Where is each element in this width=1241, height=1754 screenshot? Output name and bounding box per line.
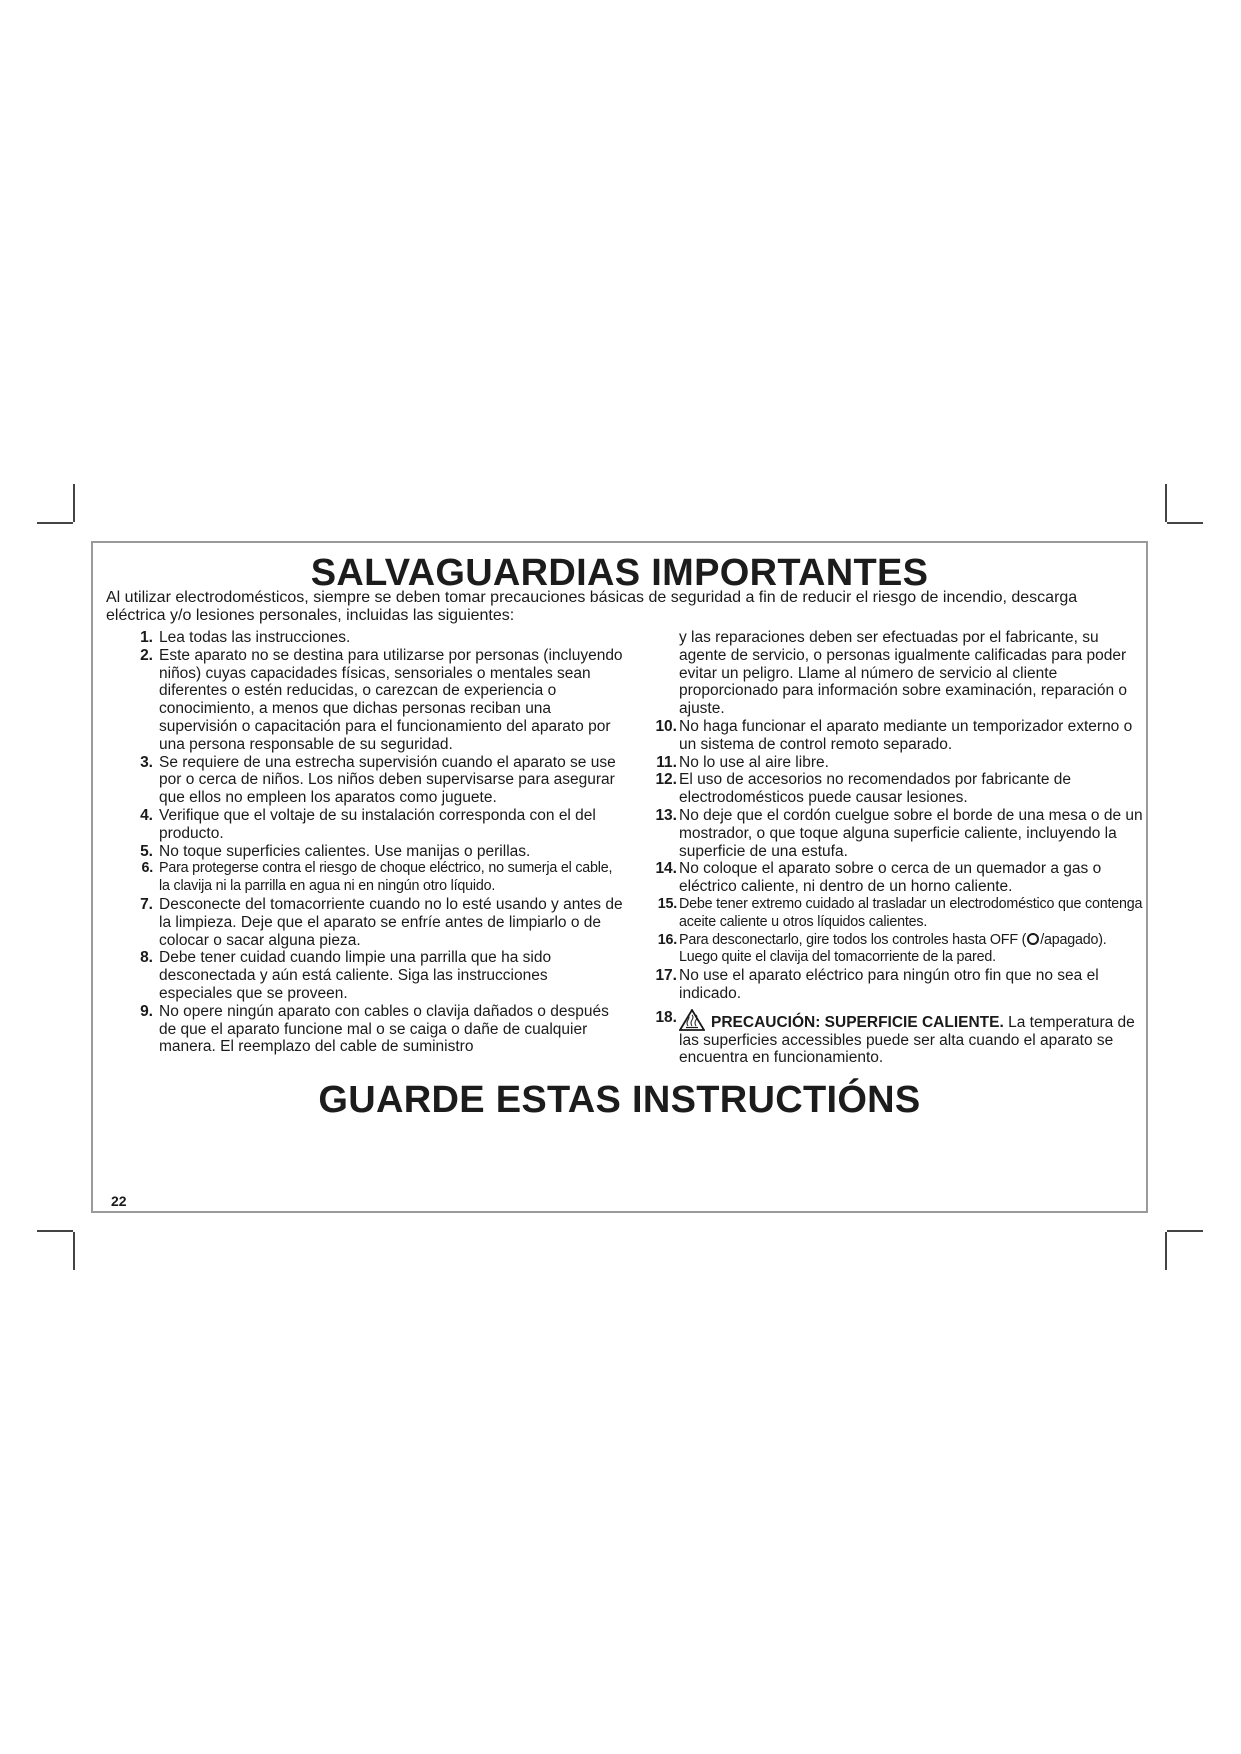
document-page [91, 541, 1148, 1213]
crop-mark [1167, 1230, 1203, 1232]
intro-paragraph: Al utilizar electrodomésticos, siempre se deben tomar precauciones básicas de seguridad a fin de reducir el riesgo de incendio, descarga eléctrica y/o lesiones personales, incluidas las siguientes: [106, 589, 1078, 624]
list-item: 4. Verifique que el voltaje de su instalación corresponda con el del producto. [140, 806, 596, 842]
crop-mark [1165, 484, 1167, 522]
list-item: 10. No haga funcionar el aparato mediante un temporizador externo o un sistema de control remoto separado. [655, 717, 1133, 753]
list-item: 5. No toque superficies calientes. Use manijas o perillas. [140, 842, 531, 860]
right-column [653, 629, 1143, 1067]
hot-surface-warning-icon [679, 1009, 705, 1031]
list-item: 12. El uso de accesorios no recomendados por fabricante de electrodomésticos puede causar lesiones. [655, 771, 1072, 807]
left-column [133, 629, 623, 1056]
list-item: 7. Desconecte del tomacorriente cuando no lo esté usando y antes de la limpieza. Deje que el aparato se enfríe antes de limpiarlo o de colocar o sacar alguna pieza. [140, 895, 623, 949]
list-item: 17. No use el aparato eléctrico para ningún otro fin que no sea el indicado. [655, 967, 1099, 1002]
list-item: 8. Debe tener cuidad cuando limpie una parrilla que ha sido desconectada y aún está caliente. Siga las instrucciones especiales que se proveen. [140, 949, 552, 1002]
list-item: 1. Lea todas las instrucciones. [140, 629, 351, 646]
crop-mark [1165, 1232, 1167, 1270]
list-item: 2. Este aparato no se destina para utilizarse por personas (incluyendo niños) cuyas capacidades físicas, sensoriales o mentales sean diferentes o estén reducidas, o carezcan de experiencia o conocimiento, a menos que dichas personas reciban una supervisión o capacitación para el funcionamiento del aparato por una persona responsable de su seguridad. [140, 646, 623, 753]
list-item-continuation: y las reparaciones deben ser efectuadas por el fabricante, su agente de servicio, o personas igualmente calificadas para poder evitar un peligro. Llame al número de servicio al cliente proporcionado para información sobre examinación, reparación o ajuste. [679, 629, 1128, 718]
list-item: 11. No lo use al aire libre. [656, 753, 829, 771]
crop-mark [37, 522, 73, 524]
list-item: 15. Debe tener extremo cuidado al trasladar un electrodoméstico que contenga aceite caliente u otros líquidos calientes. [657, 895, 1143, 930]
footer-title: GUARDE ESTAS INSTRUCTIÓNS [318, 1079, 921, 1121]
crop-mark [1167, 522, 1203, 524]
list-item: 16. Para desconectarlo, gire todos los controles hasta OFF ( /apagado). Luego quite el clavija del tomacorriente de la pared. [657, 931, 1107, 966]
list-item: 13. No deje que el cordón cuelgue sobre el borde de una mesa o de un mostrador, o que toque alguna superficie caliente, incluyendo la superficie de una estufa. [655, 806, 1143, 860]
list-item: 18. PRECAUCIÓN: SUPERFICIE CALIENTE. La temperatura de las superficies accessibles puede ser alta cuando el aparato se encuentra en funcionamiento. [655, 1008, 1135, 1067]
crop-mark [37, 1230, 73, 1232]
crop-mark [73, 484, 75, 522]
list-item: 6. Para protegerse contra el riesgo de choque eléctrico, no sumerja el cable, la clavija ni la parrilla en agua ni en ningún otro líquido. [141, 860, 613, 895]
list-item: 9. No opere ningún aparato con cables o clavija dañados o después de que el aparato funcione mal o se caiga o dañe de cualquier manera. El reemplazo del cable de suministro [140, 1002, 609, 1056]
page-number: 22 [111, 1193, 127, 1209]
list-item: 14. No coloque el aparato sobre o cerca de un quemador a gas o eléctrico caliente, ni dentro de un horno caliente. [655, 860, 1102, 896]
crop-mark [73, 1232, 75, 1270]
list-item: 3. Se requiere de una estrecha supervisión cuando el aparato se use por o cerca de niños. Los niños deben supervisarse para asegurar que ellos no empleen los aparatos como juguete. [140, 753, 616, 807]
power-off-icon [1027, 933, 1039, 945]
page-title: SALVAGUARDIAS IMPORTANTES [310, 552, 929, 594]
